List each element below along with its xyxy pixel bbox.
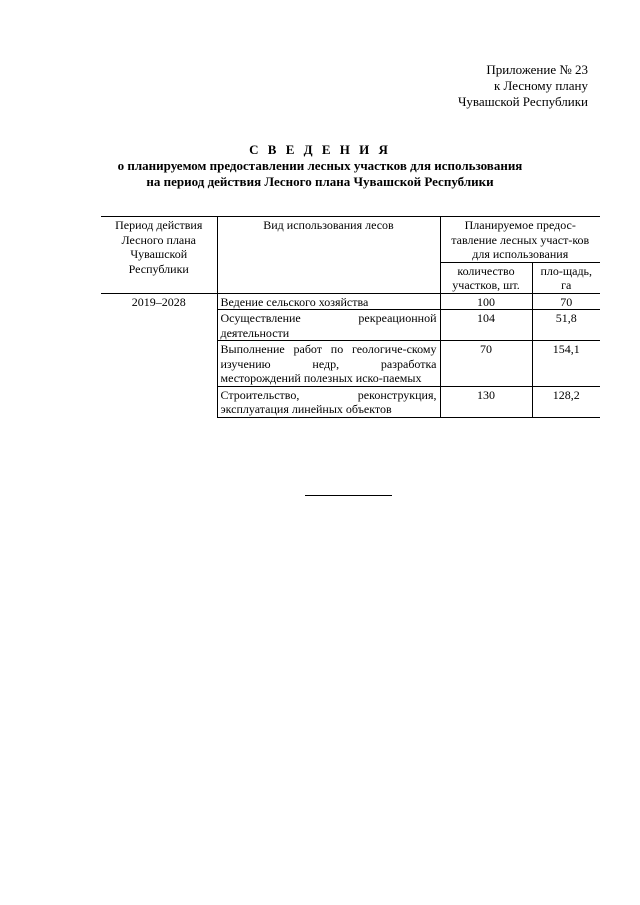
count-cell: 130: [440, 386, 532, 417]
header-count: количество участков, шт.: [440, 262, 532, 293]
title-line-1: о планируемом предоставлении лесных участков для использования: [117, 158, 523, 173]
area-cell: 51,8: [532, 310, 600, 341]
title-heading: С В Е Д Е Н И Я: [249, 142, 391, 157]
area-cell: 154,1: [532, 341, 600, 387]
title-line-2: на период действия Лесного плана Чувашской Республики: [146, 174, 494, 189]
appendix-line-2: к Лесному плану: [493, 78, 588, 93]
separator-line: [305, 495, 392, 496]
appendix-note: [458, 62, 588, 110]
count-cell: 70: [440, 341, 532, 387]
header-area: пло-щадь, га: [532, 262, 600, 293]
area-cell: 70: [532, 293, 600, 310]
forest-plots-table: [101, 216, 600, 418]
appendix-line-3: Чувашской Республики: [457, 94, 588, 109]
area-cell: 128,2: [532, 386, 600, 417]
count-cell: 104: [440, 310, 532, 341]
count-cell: 100: [440, 293, 532, 310]
header-kind: Вид использования лесов: [217, 217, 440, 294]
kind-cell: Выполнение работ по геологиче-скому изучению недр, разработка месторождений полезных иско-паемых: [217, 341, 440, 387]
table-row: [101, 293, 600, 310]
period-cell: 2019–2028: [131, 294, 186, 309]
kind-cell: Ведение сельского хозяйства: [217, 293, 440, 310]
document-title: [0, 142, 640, 190]
header-planned: Планируемое предос-тавление лесных участ-ков для использования: [440, 217, 600, 263]
kind-cell: Строительство, реконструкция, эксплуатация линейных объектов: [217, 386, 440, 417]
kind-cell: Осуществление рекреационной деятельности: [217, 310, 440, 341]
appendix-line-1: Приложение № 23: [486, 62, 588, 77]
header-period: Период действия Лесного плана Чувашской Республики: [101, 217, 217, 294]
